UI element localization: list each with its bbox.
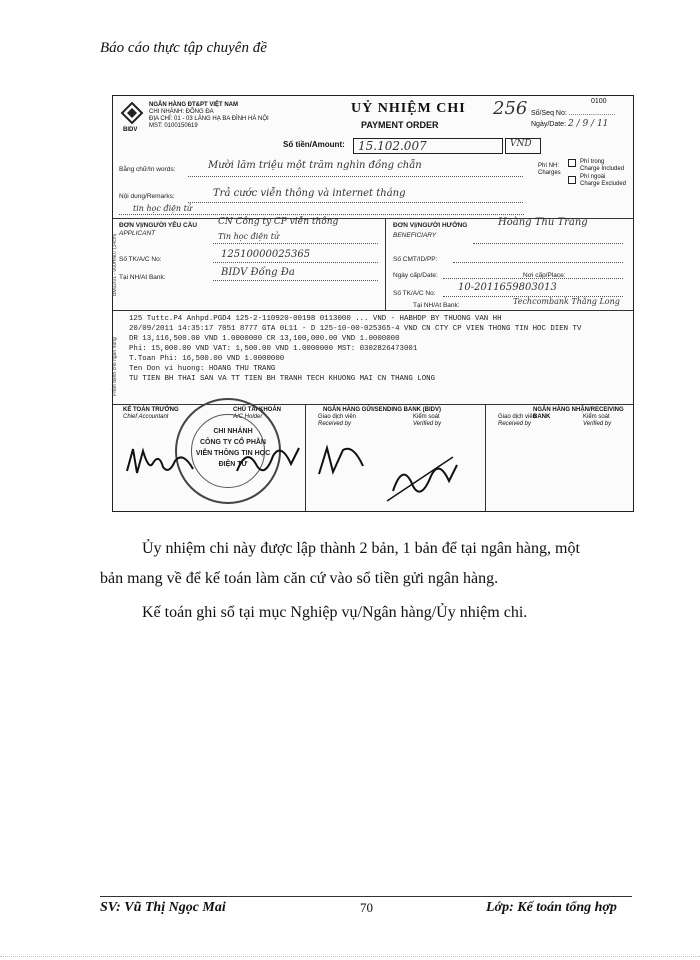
receiving-controller-label: Kiểm soát xyxy=(583,414,610,420)
applicant-name-2: Tin học điện tử xyxy=(218,232,280,241)
chief-accountant-label-en: Chief Accountant xyxy=(123,414,169,420)
beneficiary-account-value: 10-2011659803013 xyxy=(458,282,557,293)
payment-order-form xyxy=(112,95,634,512)
date-label: Ngày/Date: xyxy=(531,121,567,128)
footer-student: SV: Vũ Thị Ngọc Mai xyxy=(100,900,226,915)
sending-controller-label-en: Verified by xyxy=(413,421,442,427)
remarks-value-line2: tin học điện tử xyxy=(133,204,192,213)
charge-excluded-label-en: Charge Excluded xyxy=(580,181,627,187)
applicant-account-label: Số TK/A/C No: xyxy=(119,256,162,263)
bank-info xyxy=(119,100,329,140)
side-bank-use: Phần dành cho ngân hàng xyxy=(112,337,118,396)
footer-class: Lớp: Kế toán tổng hợp xyxy=(486,900,617,915)
beneficiary-place-label: Nơi cấp/Place: xyxy=(523,272,566,279)
side-form-code: BM02/01 - 000HN07 (14cm) xyxy=(112,233,118,296)
account-holder-signature xyxy=(233,436,303,481)
print-line: T.Toan Phi: 16,500.00 VND 1.0000000 xyxy=(129,355,285,363)
currency-value: VND xyxy=(505,138,541,154)
remarks-label: Nội dung/Remarks: xyxy=(119,193,175,200)
form-subtitle: PAYMENT ORDER xyxy=(361,120,439,130)
chief-accountant-label: KẾ TOÁN TRƯỞNG xyxy=(123,407,179,413)
bank-tax-code: MST: 0100150619 xyxy=(149,123,198,129)
print-line: DR 13,116,500.00 VND 1.0000000 CR 13,100,000.00 VND 1.0000000 xyxy=(129,335,400,343)
sending-bank-label: NGÂN HÀNG GỬI/SENDING BANK (BIDV) xyxy=(323,407,441,413)
bank-branch: CHI NHÁNH: ĐỐNG ĐA xyxy=(149,109,214,115)
beneficiary-date-label: Ngày cấp/Date: xyxy=(393,272,438,279)
beneficiary-name: Hoàng Thu Trang xyxy=(498,217,588,228)
paragraph-1-line-1: Ủy nhiệm chi này được lập thành 2 bản, 1 bản để tại ngân hàng, một xyxy=(142,540,580,557)
form-title-number: 256 xyxy=(493,98,528,119)
beneficiary-bank-value: Techcombank Thăng Long xyxy=(513,297,620,306)
receiving-bank-label: NGÂN HÀNG NHẬN/RECEIVING BANK xyxy=(533,407,624,420)
words-label: Bằng chữ/In words: xyxy=(119,166,176,173)
bidv-logo-text: BIDV xyxy=(123,127,138,133)
sending-teller-label: Giao dịch viên xyxy=(318,414,357,420)
account-holder-label: CHỦ TÀI KHOẢN xyxy=(233,407,281,413)
receiving-teller-label-en: Received by xyxy=(498,421,532,427)
company-stamp-text: CHI NHÁNH CÔNG TY CỔ PHẦN VIỄN THÔNG TIN HỌC ĐIỆN TỬ xyxy=(195,428,271,468)
sending-teller-label-en: Received by xyxy=(318,421,352,427)
applicant-bank-value: BIDV Đống Đa xyxy=(221,267,295,278)
seq-label: Số/Seq No: xyxy=(531,110,567,117)
charge-included-checkbox xyxy=(568,159,576,167)
form-title: UỶ NHIỆM CHI xyxy=(351,101,466,116)
page-bottom-edge xyxy=(0,956,700,957)
words-value: Mười lăm triệu một trăm nghìn đồng chẵn xyxy=(208,160,422,171)
page-header-title: Báo cáo thực tập chuyên đề xyxy=(100,40,267,56)
amount-value: 15.102.007 xyxy=(353,138,503,154)
print-line: Phi: 15,000.00 VND VAT: 1,500.00 VND 1.0000000 MST: 0302826473001 xyxy=(129,345,418,353)
charge-excluded-label: Phí ngoài xyxy=(580,174,606,180)
print-line: TU TIEN BH THAI SAN VA TT TIEN BH TRANH TECH KHUONG MAI CN THANG LONG xyxy=(129,375,436,383)
remarks-value: Trả cước viễn thông và internet tháng xyxy=(213,188,406,199)
date-value: 2 / 9 / 11 xyxy=(567,119,609,129)
charges-section xyxy=(538,159,630,195)
print-line: 125 Tuttc.P4 Anhpd.PGD4 125-2-110920-00198 0113000 ... VND - HABHDP BY THUONG VAN HH xyxy=(129,315,502,323)
beneficiary-label-en: BENEFICIARY xyxy=(393,232,437,239)
paragraph-1-line-2: bản mang về để kế toán làm căn cứ vào sổ tiền gửi ngân hàng. xyxy=(100,570,499,587)
sending-controller-label: Kiểm soát xyxy=(413,414,440,420)
beneficiary-account-label: Số TK/A/C No: xyxy=(393,290,436,297)
beneficiary-label: ĐƠN VỊ/NGƯỜI HƯỞNG xyxy=(393,222,468,229)
bidv-logo-icon xyxy=(121,102,143,124)
print-line: Ten Don vi huong: HOANG THU TRANG xyxy=(129,365,276,373)
bank-address: ĐỊA CHỈ: 01 - 03 LÁNG HẠ BA ĐÌNH HÀ NỘI xyxy=(149,116,269,122)
applicant-account-value: 12510000025365 xyxy=(221,249,311,260)
charges-label: Phí NH: Charges xyxy=(538,163,561,176)
seq-date-labels: Số/Seq No: ........................ Ngày/Date: 2 / 9 / 11 xyxy=(531,110,616,129)
bank-name: NGÂN HÀNG ĐT&PT VIỆT NAM xyxy=(149,102,238,108)
applicant-label-en: APPLICANT xyxy=(119,230,156,237)
footer-divider xyxy=(100,896,632,897)
account-holder-label-en: A/C Holder xyxy=(233,414,263,420)
controller-signature xyxy=(383,451,463,506)
charge-included-label-en: Charge Included xyxy=(580,166,625,172)
beneficiary-bank-label: Tại NH/At Bank: xyxy=(413,302,460,309)
applicant-label: ĐƠN VỊ/NGƯỜI YÊU CẦU xyxy=(119,222,198,229)
beneficiary-id-label: Số CMT/ID/PP: xyxy=(393,256,438,263)
applicant-bank-label: Tại NH/At Bank: xyxy=(119,274,166,281)
teller-signature xyxy=(313,436,373,481)
print-line: 20/09/2011 14:35:17 7051 8777 GTA 0L11 - D 125-10-00-025365-4 VND CN CTY CP VIEN THONG TIN HOC DIEN TV xyxy=(129,325,582,333)
chief-accountant-signature xyxy=(123,441,203,481)
receiving-teller-label: Giao dịch viên xyxy=(498,414,537,420)
amount-label: Số tiền/Amount: xyxy=(283,140,345,149)
charge-excluded-checkbox xyxy=(568,176,576,184)
form-code: 0100 xyxy=(591,98,607,105)
page-number: 70 xyxy=(360,900,373,915)
bank-transaction-print xyxy=(129,314,629,384)
charge-included-label: Phí trong xyxy=(580,159,605,165)
receiving-controller-label-en: Verified by xyxy=(583,421,612,427)
applicant-name: CN Công ty CP viễn thông xyxy=(218,217,339,227)
paragraph-2: Kế toán ghi sổ tại mục Nghiệp vụ/Ngân hàng/Ủy nhiệm chi. xyxy=(142,604,528,621)
